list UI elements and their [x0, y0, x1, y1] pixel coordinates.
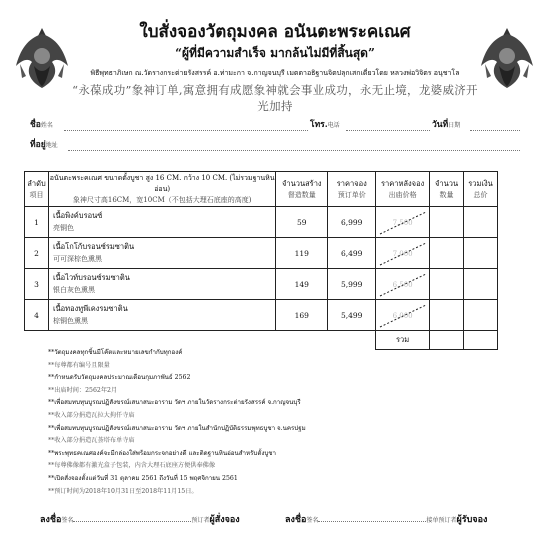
- note-line: **เปิดสั่งจองตั้งแต่วันที่ 31 ตุลาคม 2561 ถึงวันที่ 15 พฤศจิกายน 2561: [48, 474, 238, 482]
- row-qty: 119: [276, 238, 328, 269]
- col-count: จำนวน 数量: [430, 172, 464, 207]
- row-after-price: 6,000: [376, 300, 430, 331]
- note-line: **收入部分捐造瓦荟塔布单寺庙: [48, 437, 135, 445]
- col-desc: อนันตะพระคเณศ ขนาดตั้งบูชา สูง 16 CM. กว้าง 10 CM. (ไม่รวมฐานหินอ่อน) 象神尺寸高16CM，宽10CM（不包括大理石底座的高度): [48, 172, 275, 207]
- row-after-price: 7,000: [376, 238, 430, 269]
- row-qty: 169: [276, 300, 328, 331]
- row-after-price: 7,500: [376, 207, 430, 238]
- row-count-cell[interactable]: [430, 238, 464, 269]
- col-after: ราคาหลังจอง 出庙价格: [376, 172, 430, 207]
- chinese-slogan: “永葆成功”象神订单,寓意拥有成愿象神就会事业成功，永无止境，龙婆威济开光加持: [72, 83, 478, 113]
- row-total-cell[interactable]: [464, 238, 498, 269]
- row-price: 5,999: [328, 269, 376, 300]
- date-label: วันที่日期: [432, 120, 461, 130]
- name-field[interactable]: [64, 130, 308, 131]
- col-qty: จำนวนสร้าง 督造数量: [276, 172, 328, 207]
- row-no: 2: [25, 238, 49, 269]
- row-price: 6,999: [328, 207, 376, 238]
- note-line: **出庙时间：2562年2月: [48, 386, 118, 394]
- notes-list: [48, 347, 488, 498]
- tel-label: โทร.电话: [310, 120, 340, 130]
- total-label: รวม: [376, 331, 430, 350]
- row-count-cell[interactable]: [430, 207, 464, 238]
- note-line: **每尊都有编号且限量: [48, 361, 110, 369]
- table-row: [25, 300, 498, 331]
- row-after-price: 6,500: [376, 269, 430, 300]
- table-row: [25, 207, 498, 238]
- strike-line: [376, 207, 430, 237]
- address-label: ที่อยู่地址: [30, 140, 58, 150]
- buyer-signature-line[interactable]: [73, 513, 191, 522]
- col-no: ลำดับ 项目: [25, 172, 49, 207]
- note-line: **收入部分捐造瓦拉大拘仟寺庙: [48, 411, 135, 419]
- address-row: [30, 137, 520, 153]
- note-line: **เพื่อสมทบทุนบูรณปฏิสังขรณ์เสนาสนะอาราม วัดฯ ภายในสำนักปฏิบัติธรรมพุทธบูชา จ.นครปฐม: [48, 424, 306, 432]
- address-field[interactable]: [68, 150, 520, 151]
- col-total: รวมเงิน 总价: [464, 172, 498, 207]
- row-desc: เนื้อไวท์บรอนซ์รมซาติน 银白灰色熏黑: [48, 269, 275, 300]
- seller-signature-line[interactable]: [318, 513, 426, 522]
- row-qty: 149: [276, 269, 328, 300]
- row-desc: เนื้อโกโก้บรอนซ์รมซาติน 可可深棕色熏黑: [48, 238, 275, 269]
- row-no: 1: [25, 207, 49, 238]
- row-price: 6,499: [328, 238, 376, 269]
- tel-field[interactable]: [346, 130, 430, 131]
- strike-line: [376, 238, 430, 268]
- row-total-cell[interactable]: [464, 269, 498, 300]
- row-price: 5,499: [328, 300, 376, 331]
- name-label: ชื่อ姓名: [30, 120, 53, 130]
- row-total-cell[interactable]: [464, 300, 498, 331]
- note-line: **พระพุทธคเณศองค์จะมีกล่องใส่พร้อมกระจกอย่างดี และติดฐานหินอ่อนสำหรับตั้งบูชา: [48, 449, 276, 457]
- row-no: 4: [25, 300, 49, 331]
- note-line: **每尊佛像都有激光盒子包装，内含大理石底座方便供奉佛像: [48, 462, 216, 470]
- order-table: [24, 171, 498, 350]
- table-row: [25, 238, 498, 269]
- table-header-row: [25, 172, 498, 207]
- form-title: ใบสั่งจองวัตถุมงคล อนันตะพระคเณศ: [139, 22, 411, 42]
- row-total-cell[interactable]: [464, 207, 498, 238]
- strike-line: [376, 300, 430, 330]
- note-line: **เพื่อสมทบทุนบูรณปฏิสังขรณ์เสนาสนะอาราม วัดฯ ภายในวัดรางกระต่ายรังสรรค์ จ.กาญจนบุรี: [48, 399, 301, 407]
- col-price: ราคาจอง 预订单价: [328, 172, 376, 207]
- row-qty: 59: [276, 207, 328, 238]
- row-desc: เนื้อพิงค์บรอนซ์ 亮铜色: [48, 207, 275, 238]
- ceremony-text: พิธีพุทธาภิเษก ณ.วัดรางกระต่ายรังสรรค์ อ.ท่ามะกา จ.กาญจนบุรี เมตตาอธิฐานจิตปลุกเสกเดี่ยวโดย หลวงพ่อวิจิตร อนุชาโล: [90, 69, 460, 77]
- buyer-signature: ลงชื่อ签名 预订者ผู้สั่งจอง: [40, 515, 240, 525]
- row-no: 3: [25, 269, 49, 300]
- row-desc: เนื้อทองทูพีเคงรมซาติน 棕铜色熏黑: [48, 300, 275, 331]
- row-count-cell[interactable]: [430, 300, 464, 331]
- strike-line: [376, 269, 430, 299]
- contact-row: [30, 117, 520, 133]
- note-line: **预订时间为2018年10月31日至2018年11月15日。: [48, 487, 198, 495]
- date-field[interactable]: [470, 130, 520, 131]
- note-line: **วัตถุมงคลทุกชิ้นมีโค๊ตและหมายเลขกำกับทุกองค์: [48, 349, 183, 356]
- seller-signature: ลงชื่อ签名 接单预订者ผู้รับจอง: [285, 515, 488, 525]
- row-count-cell[interactable]: [430, 269, 464, 300]
- note-line: **กำหนดรับวัตถุมงคลประมาณเดือนกุมภาพันธ์ 2562: [48, 374, 191, 382]
- form-slogan: “ผู้ที่มีความสำเร็จ มากล้นไม่มีที่สิ้นสุด”: [175, 46, 375, 60]
- table-row: [25, 269, 498, 300]
